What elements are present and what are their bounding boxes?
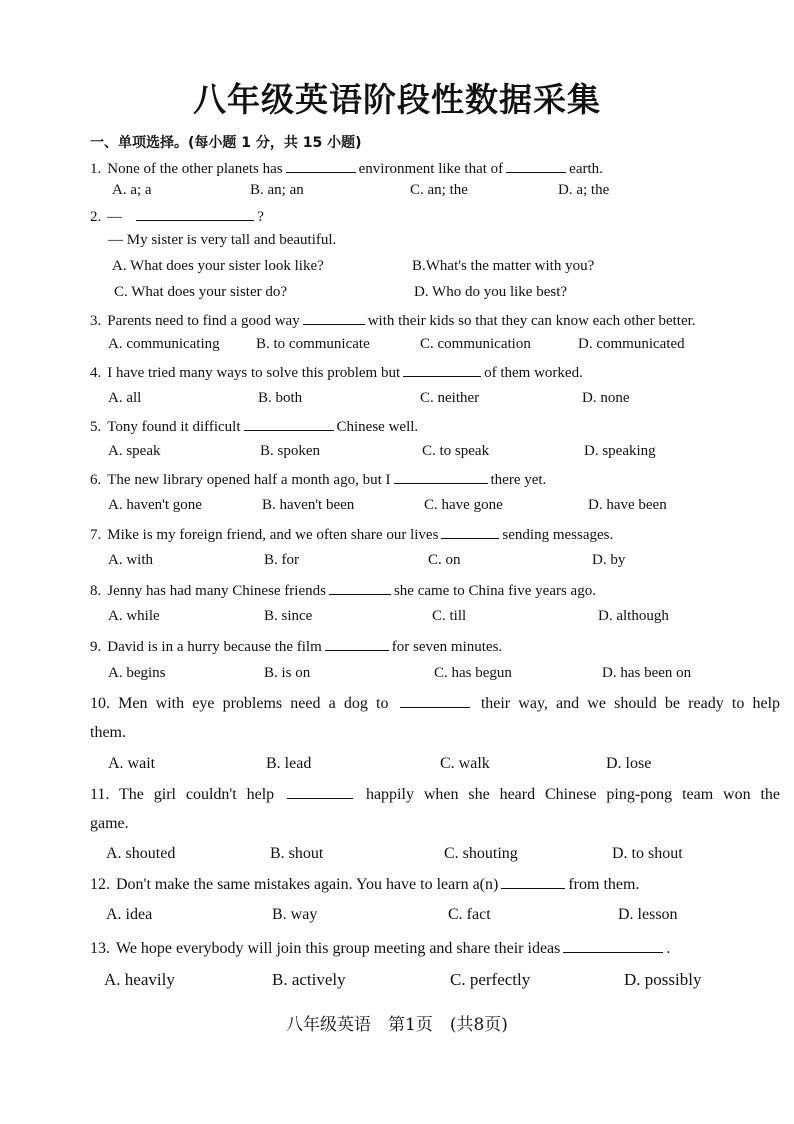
option-a: A. idea	[106, 906, 153, 923]
option-a: A. begins	[108, 665, 166, 681]
question-10-continued: them.	[90, 724, 126, 741]
option-d: D. although	[598, 608, 669, 624]
answer-blank	[286, 158, 356, 173]
answer-blank	[329, 580, 391, 595]
question-11-continued: game.	[90, 815, 129, 832]
option-b: B.What's the matter with you?	[412, 258, 595, 274]
option-b: B. haven't been	[262, 497, 355, 513]
answer-blank	[394, 469, 488, 484]
option-a: A. with	[108, 552, 153, 568]
option-c: C. neither	[420, 390, 480, 406]
option-b: B. for	[264, 552, 299, 568]
answer-blank	[244, 416, 334, 431]
option-b: B. an; an	[250, 182, 304, 198]
question-2: 2. — ?	[90, 206, 264, 226]
option-d: D. by	[592, 552, 626, 568]
option-b: B. spoken	[260, 443, 320, 459]
answer-blank	[441, 524, 499, 539]
answer-blank	[403, 362, 481, 377]
option-a: A. a; a	[112, 182, 152, 198]
option-c: C. communication	[420, 336, 531, 352]
option-c: C. walk	[440, 755, 490, 772]
answer-blank	[303, 310, 365, 325]
option-c: C. has begun	[434, 665, 512, 681]
option-a: A. shouted	[106, 845, 176, 862]
section-heading: 一、单项选择。(每小题 1 分，共 15 小题)	[90, 135, 362, 151]
question-8: 8. Jenny has had many Chinese friends she came to China five years ago.	[90, 580, 596, 600]
dialogue-reply: — My sister is very tall and beautiful.	[108, 232, 337, 248]
option-b: B. to communicate	[256, 336, 370, 352]
answer-blank	[325, 636, 389, 651]
option-b: B. way	[272, 906, 318, 923]
option-b: B. shout	[270, 845, 324, 862]
option-d: D. speaking	[584, 443, 656, 459]
question-9: 9. David is in a hurry because the film for seven minutes.	[90, 636, 502, 656]
option-b: B. since	[264, 608, 313, 624]
answer-blank	[287, 784, 353, 799]
option-c: C. have gone	[424, 497, 503, 513]
question-10: 10. Men with eye problems need a dog to their way, and we should be ready to help	[90, 695, 781, 712]
question-4: 4. I have tried many ways to solve this problem but of them worked.	[90, 362, 583, 382]
question-12: 12. Don't make the same mistakes again. You have to learn a(n) from them.	[90, 876, 640, 893]
answer-blank	[506, 158, 566, 173]
page-footer: 八年级英语 第1页 (共8页)	[286, 1015, 508, 1035]
option-d: D. a; the	[558, 182, 610, 198]
option-c: C. perfectly	[450, 970, 531, 989]
option-a: A. haven't gone	[108, 497, 202, 513]
question-11: 11. The girl couldn't help happily when she heard Chinese ping-pong team won the	[90, 786, 781, 803]
option-c: C. shouting	[444, 845, 518, 862]
option-c: C. an; the	[410, 182, 468, 198]
answer-blank	[400, 693, 470, 708]
option-a: A. heavily	[104, 970, 175, 989]
option-d: D. none	[582, 390, 630, 406]
question-5: 5. Tony found it difficult Chinese well.	[90, 416, 418, 436]
option-a: A. speak	[108, 443, 161, 459]
option-a: A. communicating	[108, 336, 220, 352]
option-d: D. communicated	[578, 336, 685, 352]
option-d: D. lesson	[618, 906, 678, 923]
answer-blank	[501, 874, 565, 889]
option-d: D. lose	[606, 755, 652, 772]
option-d: D. to shout	[612, 845, 683, 862]
answer-blank	[136, 206, 254, 221]
option-c: C. fact	[448, 906, 491, 923]
option-b: B. actively	[272, 970, 346, 989]
option-a: A. all	[108, 390, 142, 406]
answer-blank	[563, 938, 663, 953]
page-title: 八年级英语阶段性数据采集	[193, 80, 601, 119]
option-c: C. till	[432, 608, 467, 624]
option-d: D. Who do you like best?	[414, 284, 568, 300]
option-d: D. has been on	[602, 665, 692, 681]
question-6: 6. The new library opened half a month ago, but I there yet.	[90, 469, 546, 489]
option-d: D. have been	[588, 497, 667, 513]
question-3: 3. Parents need to find a good way with their kids so that they can know each other better.	[90, 310, 696, 330]
question-13: 13. We hope everybody will join this group meeting and share their ideas .	[90, 940, 671, 957]
option-a: A. while	[108, 608, 160, 624]
option-d: D. possibly	[624, 970, 702, 989]
option-c: C. on	[428, 552, 461, 568]
option-b: B. lead	[266, 755, 312, 772]
question-7: 7. Mike is my foreign friend, and we often share our lives sending messages.	[90, 524, 613, 544]
option-a: A. What does your sister look like?	[112, 258, 324, 274]
option-a: A. wait	[108, 755, 156, 772]
option-c: C. to speak	[422, 443, 490, 459]
option-b: B. is on	[264, 665, 311, 681]
option-b: B. both	[258, 390, 303, 406]
question-1: 1. None of the other planets has environment like that of earth.	[90, 158, 603, 178]
option-c: C. What does your sister do?	[114, 284, 288, 300]
